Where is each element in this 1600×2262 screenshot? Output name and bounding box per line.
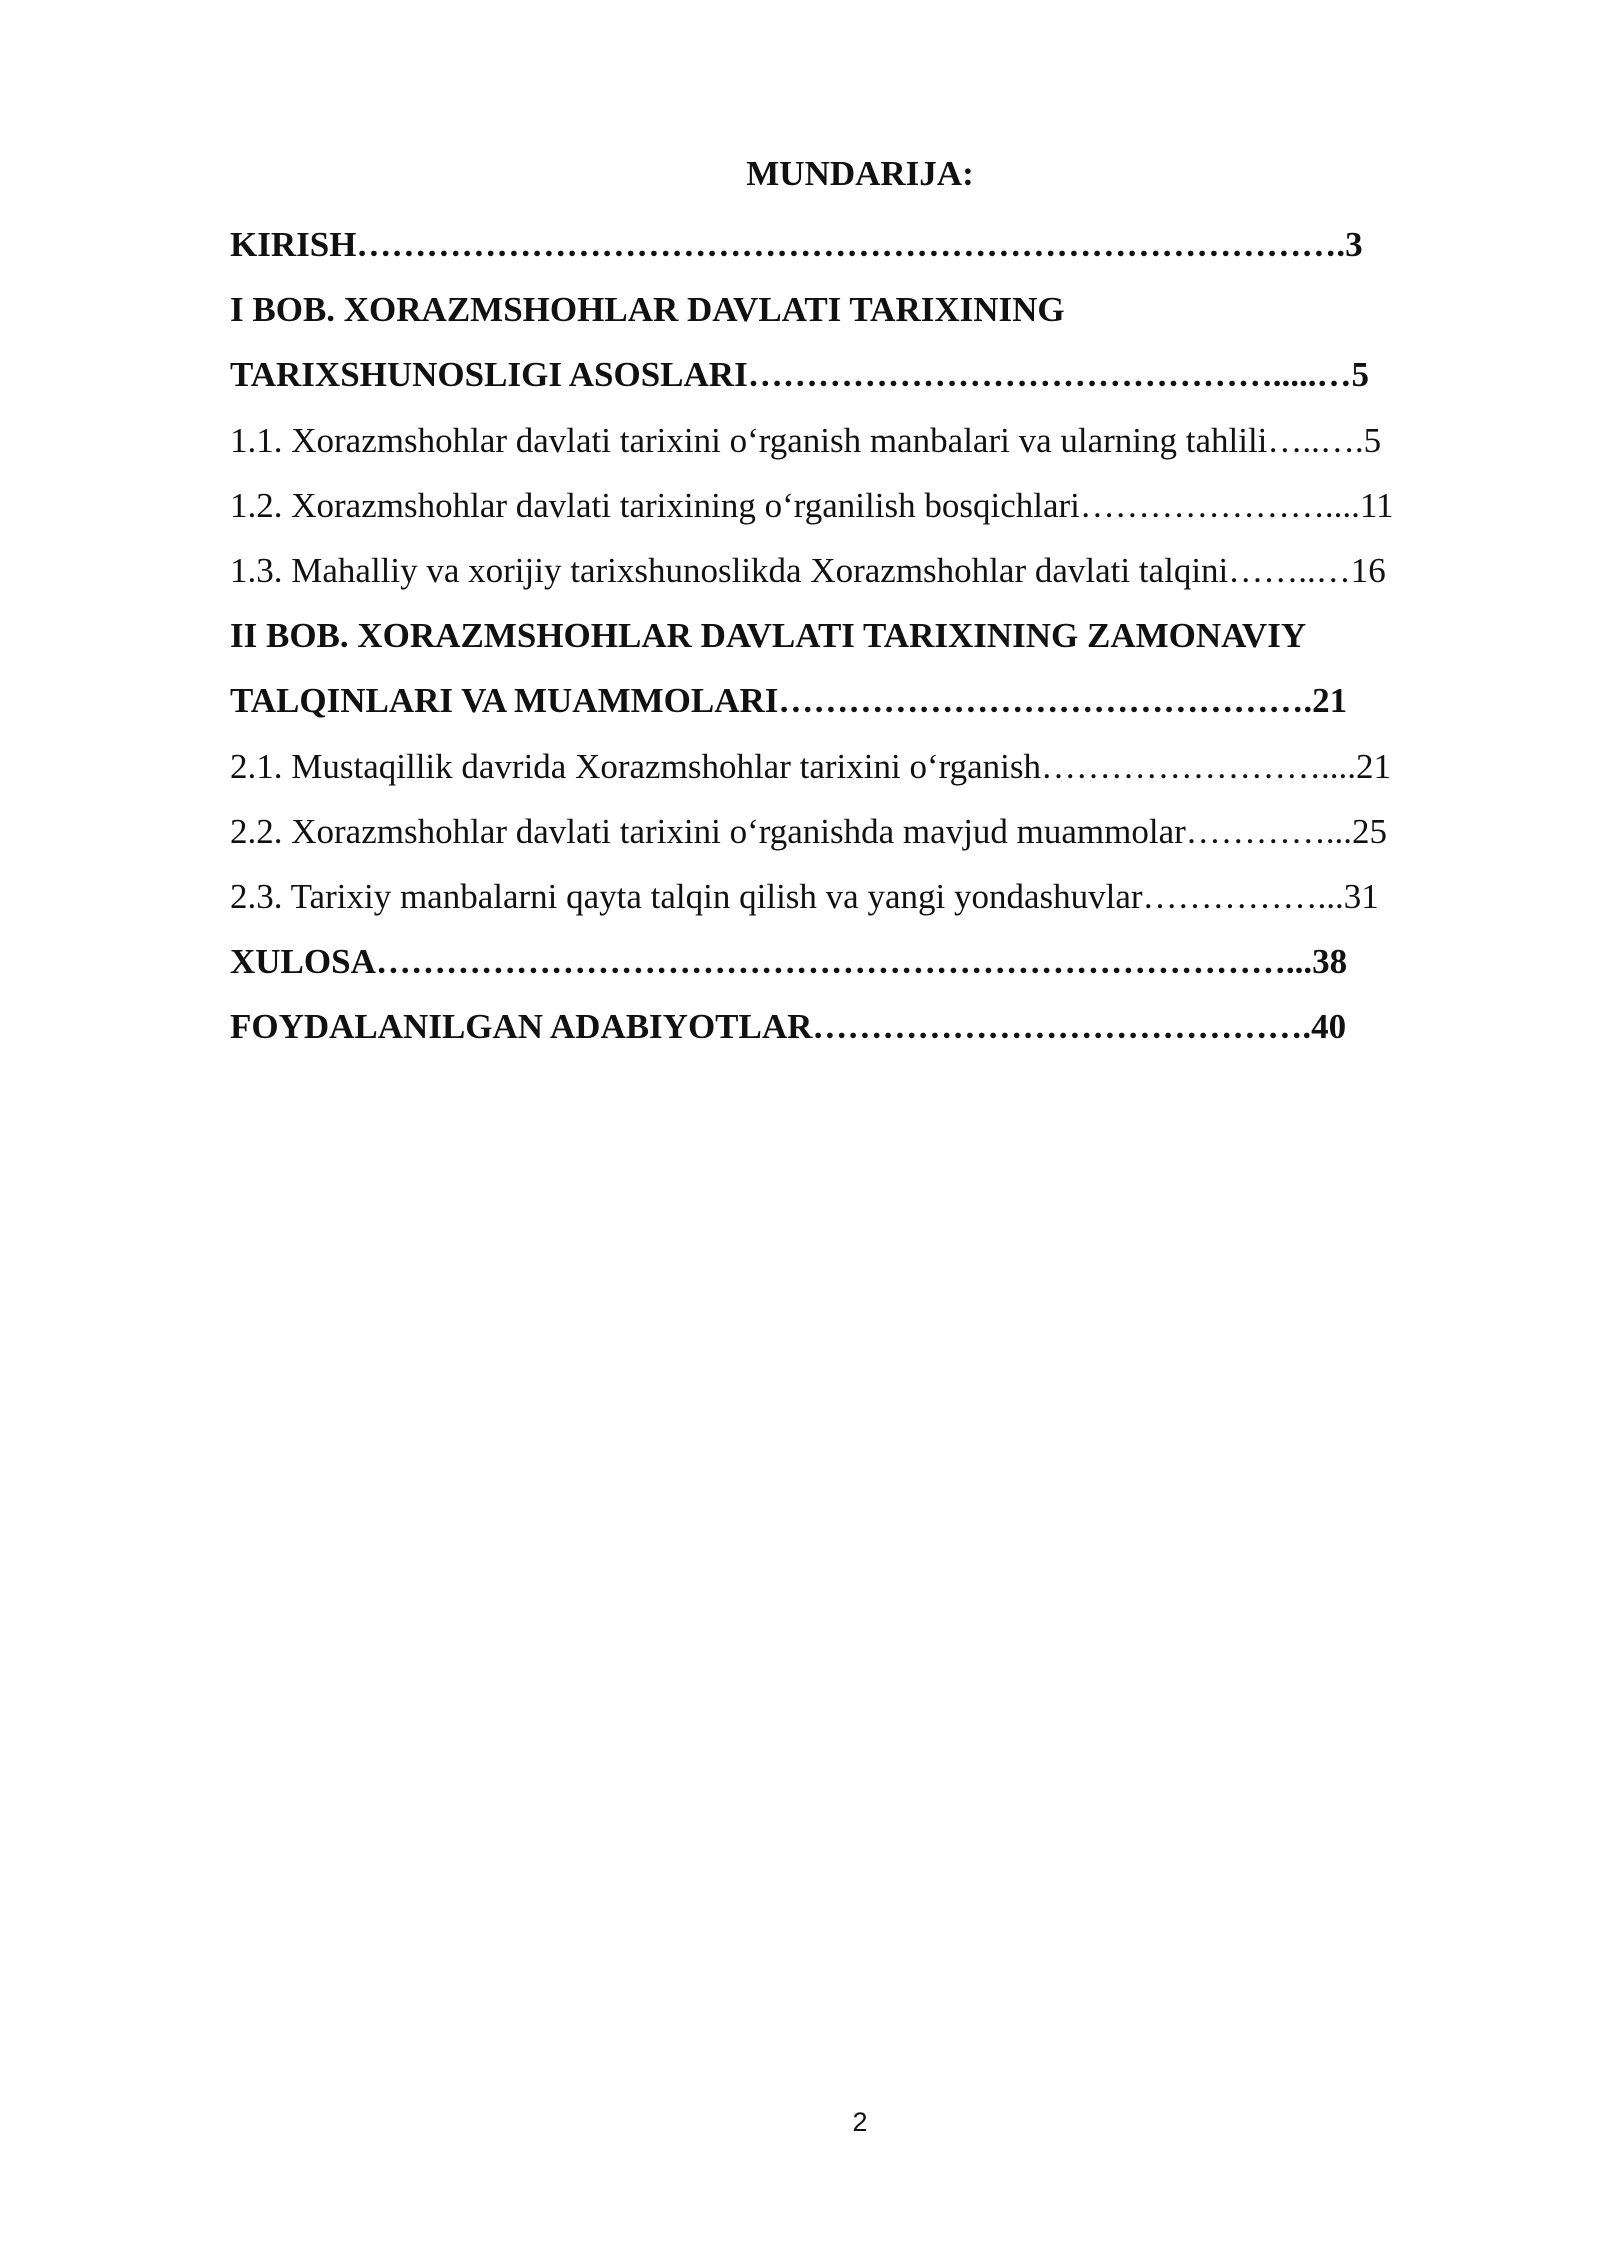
toc-entry-introduction: KIRISH………………………………………………………………………….3 bbox=[230, 225, 1363, 264]
toc-entry-chapter-1-heading: I BOB. XORAZMSHOHLAR DAVLATI TARIXINING bbox=[230, 290, 1065, 330]
toc-entry-section-2-2: 2.2. Xorazmshohlar davlati tarixini o‘rganishda mavjud muammolar…………...25 bbox=[230, 811, 1388, 851]
table-of-contents bbox=[230, 212, 1520, 1059]
toc-entry-chapter-1-heading-cont: TARIXSHUNOSLIGI ASOSLARI……………………………………….....…5 bbox=[230, 355, 1369, 395]
toc-title: MUNDARIJA: bbox=[746, 154, 974, 193]
toc-entry-section-1-3: 1.3. Mahalliy va xorijiy tarixshunoslikda Xorazmshohlar davlati talqini……..…16 bbox=[230, 550, 1386, 590]
toc-entry-section-2-1: 2.1. Mustaqillik davrida Xorazmshohlar tarixini o‘rganish……………………....21 bbox=[230, 746, 1391, 786]
toc-entry-section-1-2: 1.2. Xorazmshohlar davlati tarixining o‘rganilish bosqichlari…………………....11 bbox=[230, 485, 1394, 525]
toc-entry-conclusion: XULOSA……………………………………………………………………...38 bbox=[230, 942, 1348, 982]
toc-entry-section-1-1: 1.1. Xorazmshohlar davlati tarixini o‘rganish manbalari va ularning tahlili…..….5 bbox=[230, 420, 1382, 460]
page-number: 2 bbox=[852, 2107, 868, 2137]
toc-entry-section-2-3: 2.3. Tarixiy manbalarni qayta talqin qilish va yangi yondashuvlar……………...31 bbox=[230, 876, 1379, 916]
toc-entry-references: FOYDALANILGAN ADABIYOTLAR…………………………………….40 bbox=[230, 1007, 1347, 1047]
toc-entry-chapter-2-heading-cont: TALQINLARI VA MUAMMOLARI……………………………………….21 bbox=[230, 681, 1348, 721]
toc-entry-chapter-2-heading: II BOB. XORAZMSHOHLAR DAVLATI TARIXINING ZAMONAVIY bbox=[230, 616, 1307, 656]
